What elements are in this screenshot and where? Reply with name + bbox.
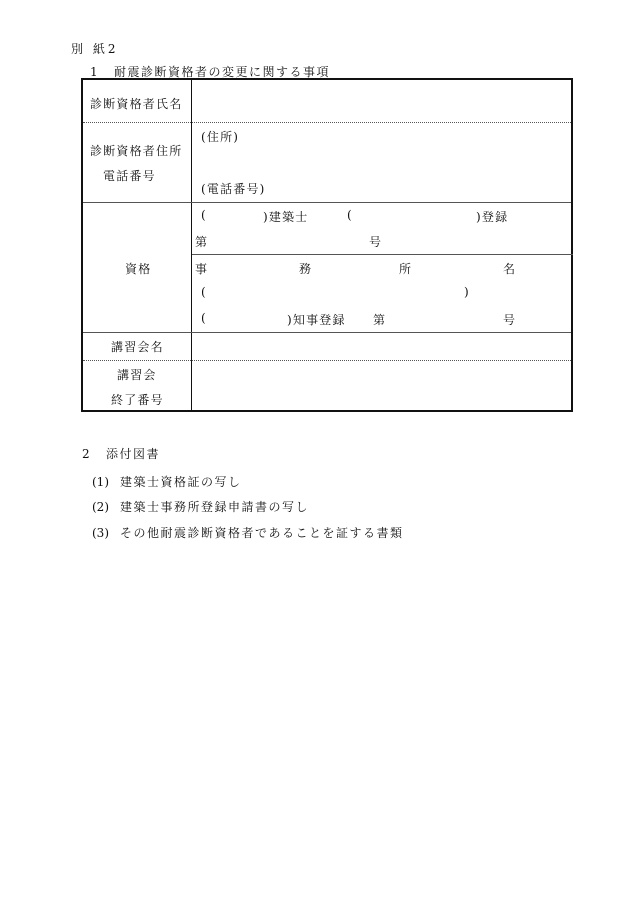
annex-label: 別 紙2 bbox=[71, 42, 119, 56]
course-name-label: 講習会名 bbox=[111, 340, 164, 354]
attachment-text: 建築士資格証の写し bbox=[120, 475, 242, 489]
attachment-number: (2) bbox=[92, 500, 109, 514]
attachment-item bbox=[92, 473, 242, 490]
qualification-label: 資格 bbox=[125, 262, 152, 276]
office-name-char: 事 bbox=[195, 262, 209, 276]
course-completion-label: 講習会 bbox=[117, 368, 157, 382]
office-open-paren: ( bbox=[201, 285, 207, 299]
name-label: 診断資格者氏名 bbox=[90, 97, 183, 111]
governor-number-suffix: 号 bbox=[503, 313, 517, 327]
number-suffix: 号 bbox=[369, 235, 383, 249]
attachment-item bbox=[92, 498, 309, 515]
attachment-number: (3) bbox=[92, 526, 109, 540]
section-1-title: 耐震診断資格者の変更に関する事項 bbox=[114, 65, 331, 79]
section-1-number: 1 bbox=[90, 65, 98, 79]
phone-label: 電話番号 bbox=[103, 169, 156, 183]
phone-hint: (電話番号) bbox=[201, 182, 266, 196]
office-name-char: 名 bbox=[503, 262, 517, 276]
change-form-table bbox=[81, 78, 573, 412]
attachment-text: その他耐震診断資格者であることを証する書類 bbox=[120, 526, 404, 540]
row-divider bbox=[83, 202, 571, 203]
attachment-item bbox=[92, 524, 404, 541]
governor-number-prefix: 第 bbox=[373, 313, 387, 327]
office-close-paren: ) bbox=[464, 285, 470, 299]
row-divider bbox=[83, 360, 571, 361]
section-2-title: 添付図書 bbox=[106, 447, 161, 461]
number-prefix: 第 bbox=[195, 235, 209, 249]
governor-open-paren: ( bbox=[201, 311, 207, 325]
completion-number-label: 終了番号 bbox=[111, 393, 164, 407]
attachment-text: 建築士事務所登録申請書の写し bbox=[120, 500, 310, 514]
registry-label: )登録 bbox=[476, 210, 509, 224]
row-divider bbox=[83, 122, 571, 123]
office-name-char: 所 bbox=[399, 262, 413, 276]
attachment-number: (1) bbox=[92, 475, 109, 489]
architect-open-paren: ( bbox=[201, 208, 207, 222]
address-label: 診断資格者住所 bbox=[90, 144, 183, 158]
architect-label: )建築士 bbox=[263, 210, 309, 224]
section-2-heading bbox=[82, 445, 160, 462]
address-hint: (住所) bbox=[201, 130, 240, 144]
row-divider bbox=[83, 332, 571, 333]
registry-open-paren: ( bbox=[347, 208, 353, 222]
row-divider bbox=[192, 254, 573, 255]
governor-label: )知事登録 bbox=[287, 313, 346, 327]
office-name-char: 務 bbox=[299, 262, 313, 276]
section-2-number: 2 bbox=[82, 447, 90, 461]
